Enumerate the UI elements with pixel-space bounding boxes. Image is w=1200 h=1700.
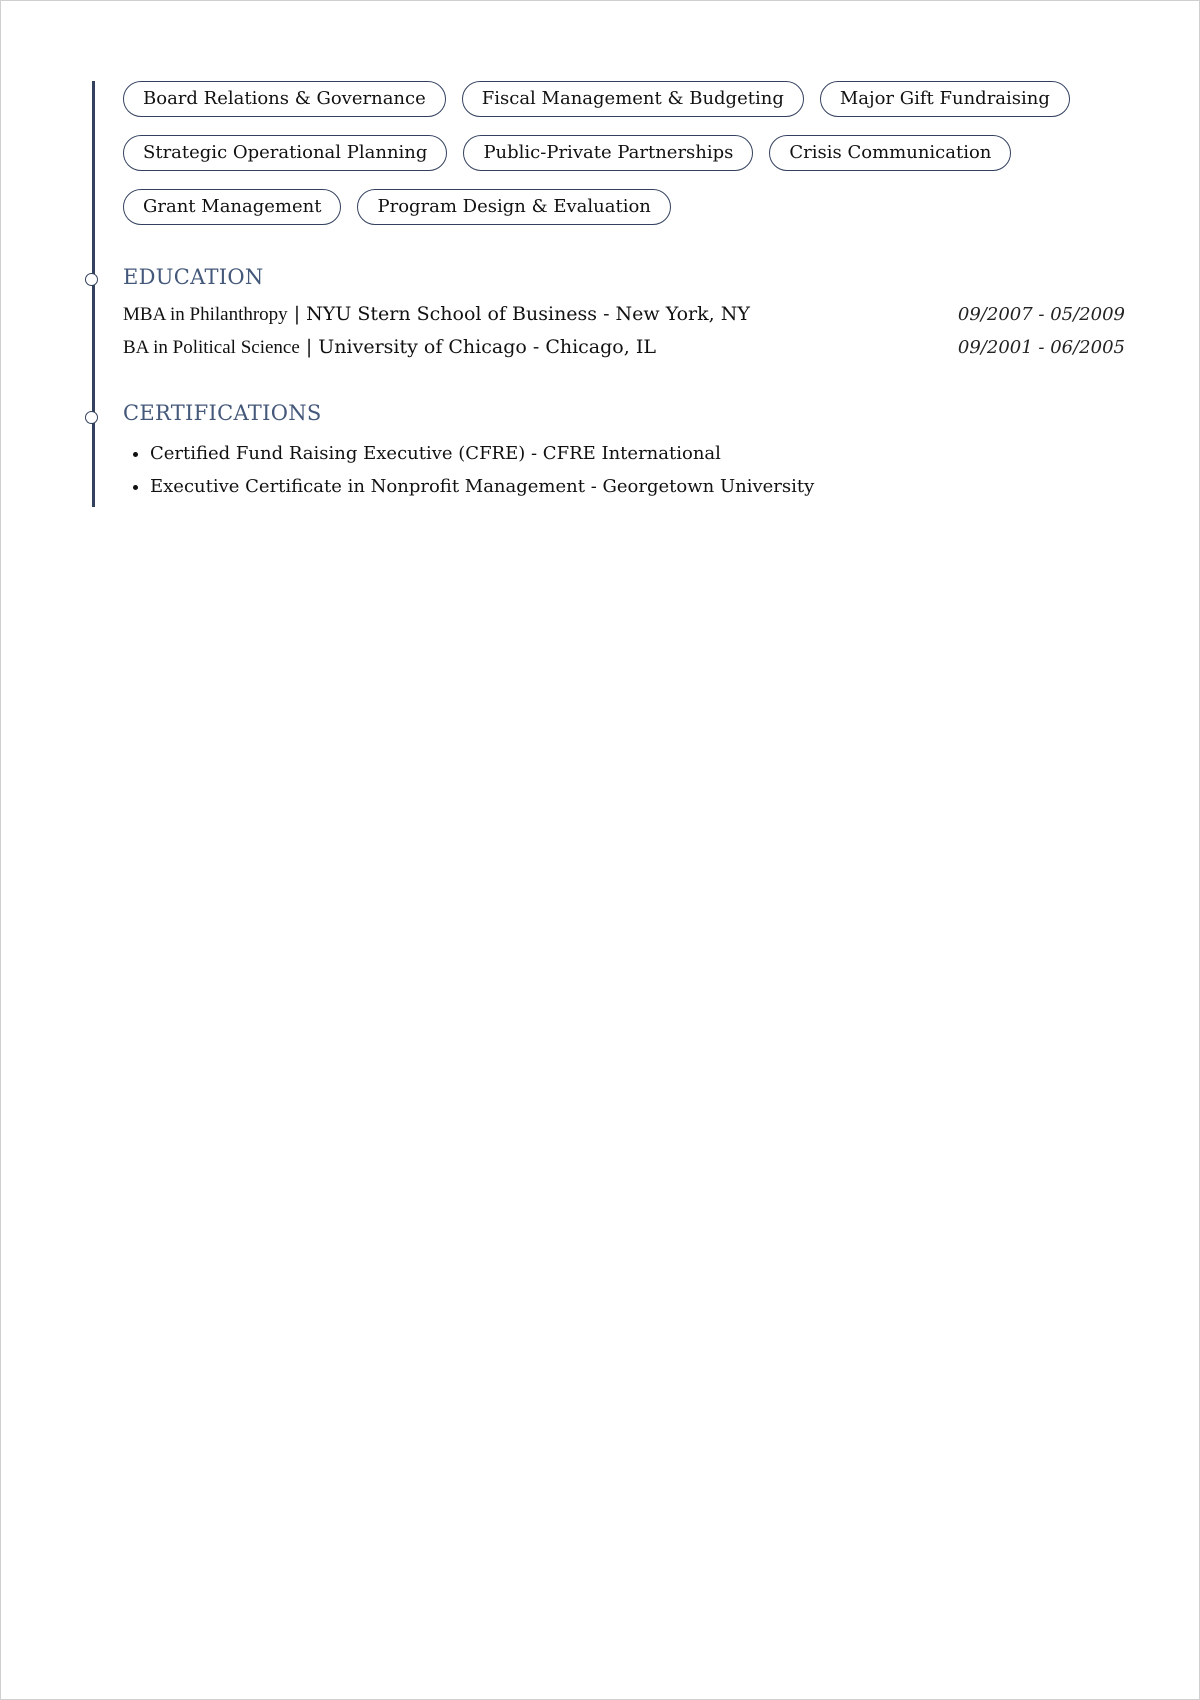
education-description [123, 336, 656, 359]
education-entry [123, 336, 1125, 369]
education-dates: 09/2007 - 05/2009 [957, 304, 1125, 325]
school: University of Chicago - Chicago, IL [318, 336, 656, 358]
education-description [123, 303, 750, 326]
education-timeline-node [85, 273, 98, 286]
education-dates: 09/2001 - 06/2005 [957, 337, 1125, 358]
resume-content [123, 81, 1125, 509]
education-list [123, 303, 1125, 369]
certification-item: • Certified Fund Raising Executive (CFRE) - CFRE International [150, 443, 1125, 476]
degree-separator: | [299, 336, 319, 358]
degree: BA in Political Science [123, 337, 300, 358]
degree-separator: | [287, 303, 307, 325]
skill-tag: Public-Private Partnerships [463, 135, 753, 171]
certifications-list [123, 443, 1125, 509]
certifications-timeline-node [85, 411, 98, 424]
education-heading: EDUCATION [123, 265, 264, 289]
school: NYU Stern School of Business - New York, NY [306, 303, 750, 325]
skill-tag: Crisis Communication [769, 135, 1011, 171]
skill-tag: Grant Management [123, 189, 341, 225]
skill-tag: Fiscal Management & Budgeting [462, 81, 804, 117]
timeline-line [92, 81, 95, 507]
skills-list [123, 81, 1125, 225]
skill-tag: Major Gift Fundraising [820, 81, 1070, 117]
skill-tag: Board Relations & Governance [123, 81, 446, 117]
certifications-heading: CERTIFICATIONS [123, 401, 322, 425]
skill-tag: Program Design & Evaluation [357, 189, 670, 225]
degree: MBA in Philanthropy [123, 304, 288, 325]
skill-tag: Strategic Operational Planning [123, 135, 447, 171]
certifications-section [123, 401, 1125, 509]
education-entry [123, 303, 1125, 336]
education-section [123, 265, 1125, 369]
certification-item: • Executive Certificate in Nonprofit Management - Georgetown University [150, 476, 1125, 509]
